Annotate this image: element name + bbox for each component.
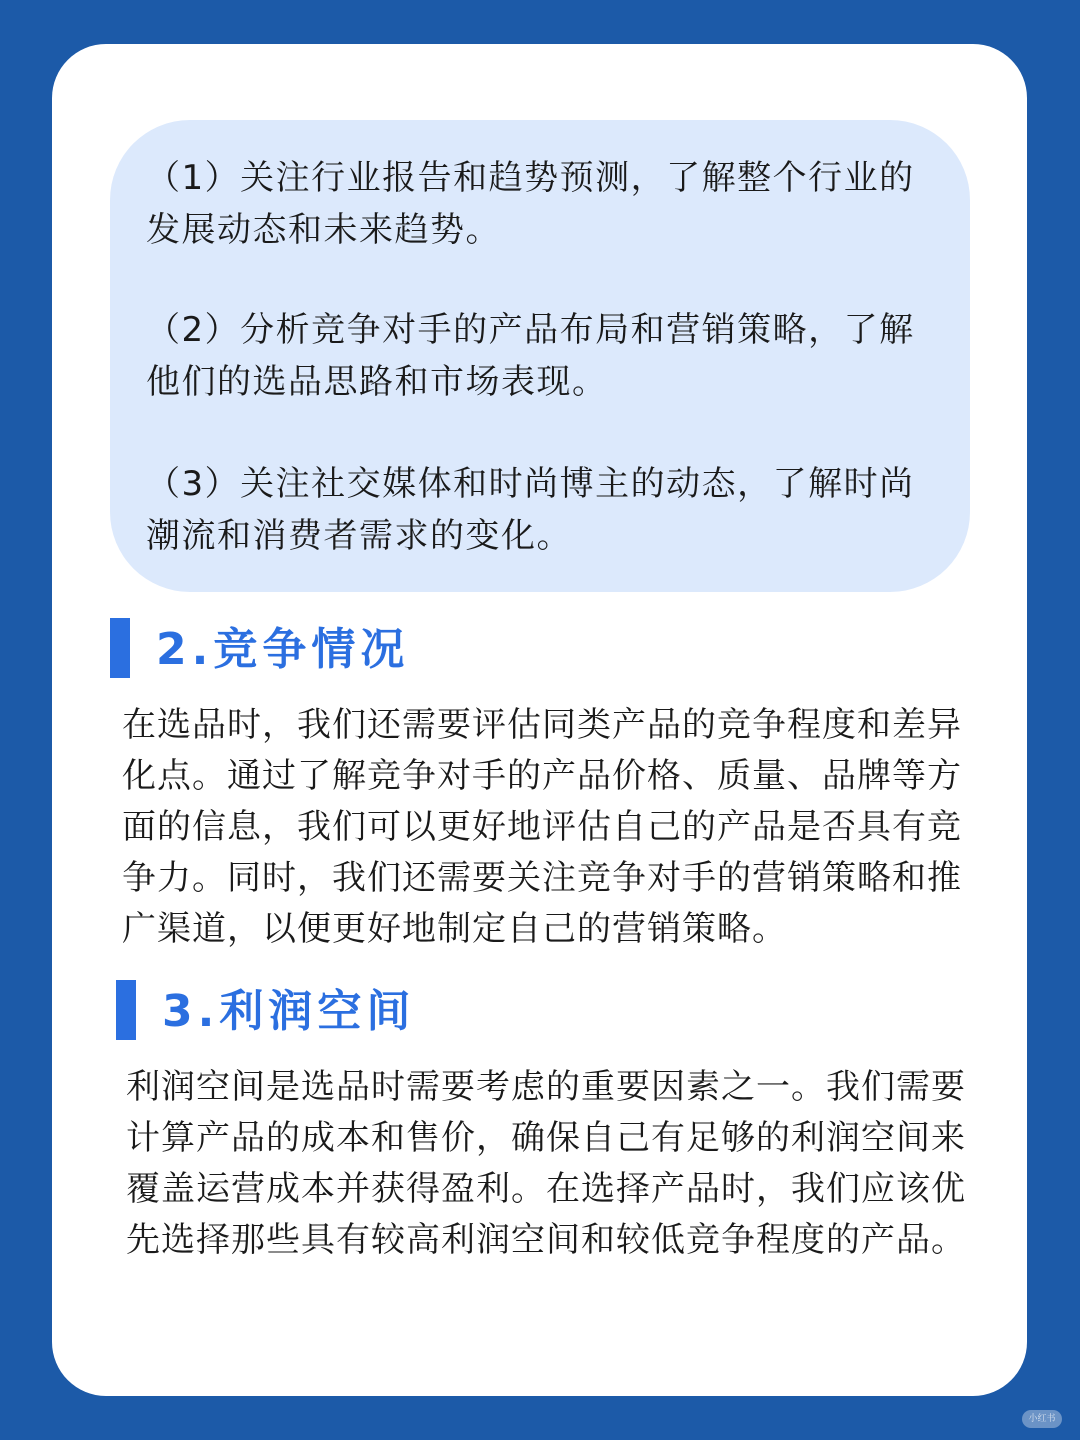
xiaohongshu-watermark-logo: 小红书 [1022, 1410, 1062, 1428]
section-heading-profit: 3.利润空间 [162, 986, 416, 1037]
tip-item-2: （2）分析竞争对手的产品布局和营销策略，了解他们的选品思路和市场表现。 [146, 310, 915, 402]
tip-item-3: （3）关注社交媒体和时尚博主的动态，了解时尚潮流和消费者需求的变化。 [146, 464, 915, 556]
section-body-competition: 在选品时，我们还需要评估同类产品的竞争程度和差异化点。通过了解竞争对手的产品价格、质量、品牌等方面的信息，我们可以更好地评估自己的产品是否具有竞争力。同时，我们还需要关注竞争对手的营销策略和推广渠道，以便更好地制定自己的营销策略。 [122, 705, 962, 949]
tip-item-1: （1）关注行业报告和趋势预测，了解整个行业的发展动态和未来趋势。 [146, 158, 915, 250]
section-marker-bar [116, 980, 136, 1040]
section-body-profit: 利润空间是选品时需要考虑的重要因素之一。我们需要计算产品的成本和售价，确保自己有足够的利润空间来覆盖运营成本并获得盈利。在选择产品时，我们应该优先选择那些具有较高利润空间和较低竞争程度的产品。 [126, 1067, 966, 1260]
section-marker-bar [110, 618, 130, 678]
section-heading-competition: 2.竞争情况 [156, 624, 410, 675]
